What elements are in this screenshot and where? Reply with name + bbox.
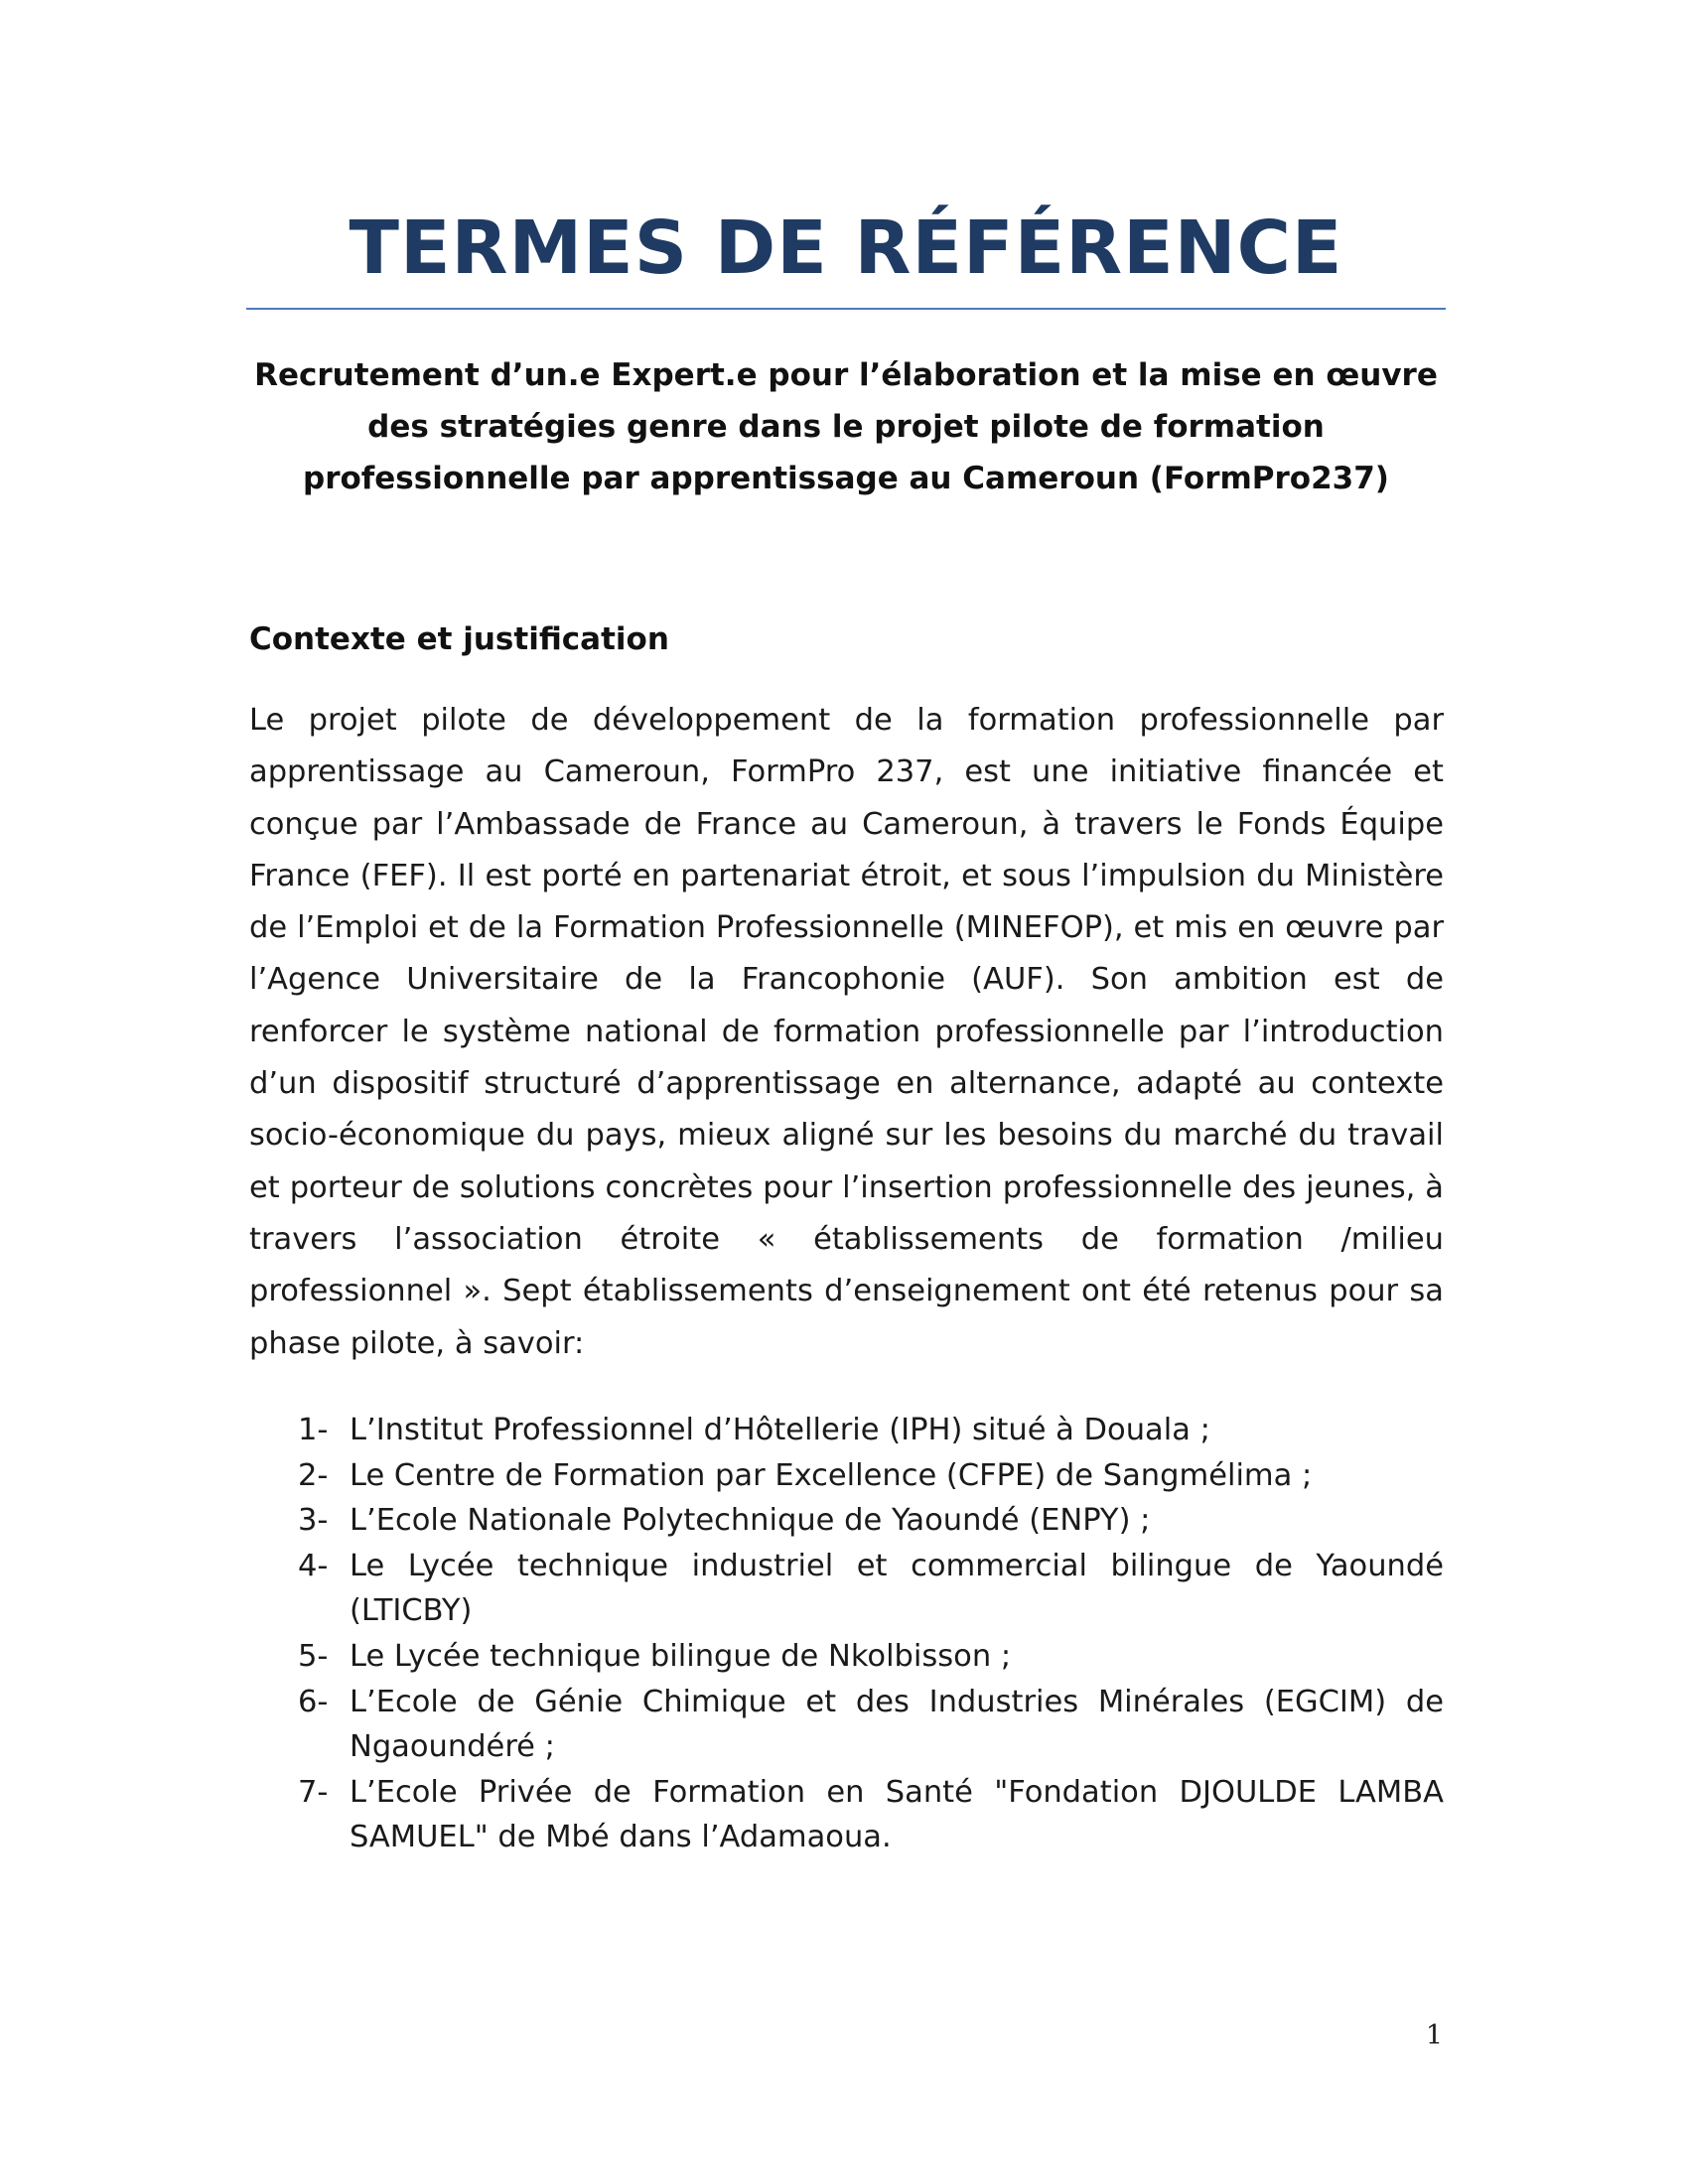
list-item-number: 2- — [298, 1457, 329, 1493]
list-item-text: L’Institut Professionnel d’Hôtellerie (IPH) situé à Douala ; — [350, 1413, 1210, 1447]
list-item-number: 3- — [298, 1503, 329, 1539]
list-item-number: 5- — [298, 1638, 329, 1674]
list-item — [249, 1408, 1444, 1453]
body-paragraph: Le projet pilote de développement de la formation professionnelle par apprentissage au Cameroun, FormPro 237, est une initiative financée et conçue par l’Ambassade de France au Cameroun, à travers le Fonds Équipe France (FEF). Il est porté en partenariat étroit, et sous l’impulsion du Ministère de l’Emploi et de la Formation Professionnelle (MINEFOP), et mis en œuvre par l’Agence Universitaire de la Francophonie (AUF). Son ambition est de renforcer le système national de formation professionnelle par l’introduction d’un dispositif structuré d’apprentissage en alternance, adapté au contexte socio-économique du pays, mieux aligné sur les besoins du marché du travail et porteur de solutions concrètes pour l’insertion professionnelle des jeunes, à travers l’association étroite « établissements de formation /milieu professionnel ». Sept établissements d’enseignement ont été retenus pour sa phase pilote, à savoir: — [249, 703, 1444, 1361]
title-divider — [246, 308, 1446, 310]
list-item — [249, 1453, 1444, 1499]
list-item — [249, 1680, 1444, 1770]
list-item — [249, 1634, 1444, 1680]
list-item-text: Le Centre de Formation par Excellence (CFPE) de Sangmélima ; — [350, 1457, 1313, 1493]
list-item-number: 6- — [298, 1684, 329, 1719]
list-item-text: Le Lycée technique bilingue de Nkolbisson ; — [350, 1638, 1012, 1674]
establishments-list — [249, 1408, 1444, 1860]
list-item-text: L’Ecole de Génie Chimique et des Industries Minérales (EGCIM) de Ngaoundéré ; — [350, 1684, 1444, 1765]
list-item-text: Le Lycée technique industriel et commercial bilingue de Yaoundé (LTICBY) — [350, 1548, 1444, 1629]
list-item — [249, 1770, 1444, 1860]
list-item-text: L’Ecole Nationale Polytechnique de Yaoundé (ENPY) ; — [350, 1503, 1151, 1539]
list-item-number: 4- — [298, 1548, 329, 1583]
document-title: TERMES DE RÉFÉRENCE — [349, 205, 1343, 291]
list-item — [249, 1498, 1444, 1544]
document-subtitle: Recrutement d’un.e Expert.e pour l’élaboration et la mise en œuvre des stratégies genre dans le projet pilote de formation professionnelle par apprentissage au Cameroun (FormPro237) — [254, 357, 1438, 496]
page-number: 1 — [1425, 2020, 1443, 2051]
list-item-text: L’Ecole Privée de Formation en Santé "Fondation DJOULDE LAMBA SAMUEL" de Mbé dans l’Adamaoua. — [350, 1774, 1444, 1855]
section-heading: Contexte et justification — [249, 621, 669, 657]
list-item — [249, 1544, 1444, 1634]
list-item-number: 1- — [298, 1413, 329, 1447]
list-item-number: 7- — [298, 1774, 329, 1810]
